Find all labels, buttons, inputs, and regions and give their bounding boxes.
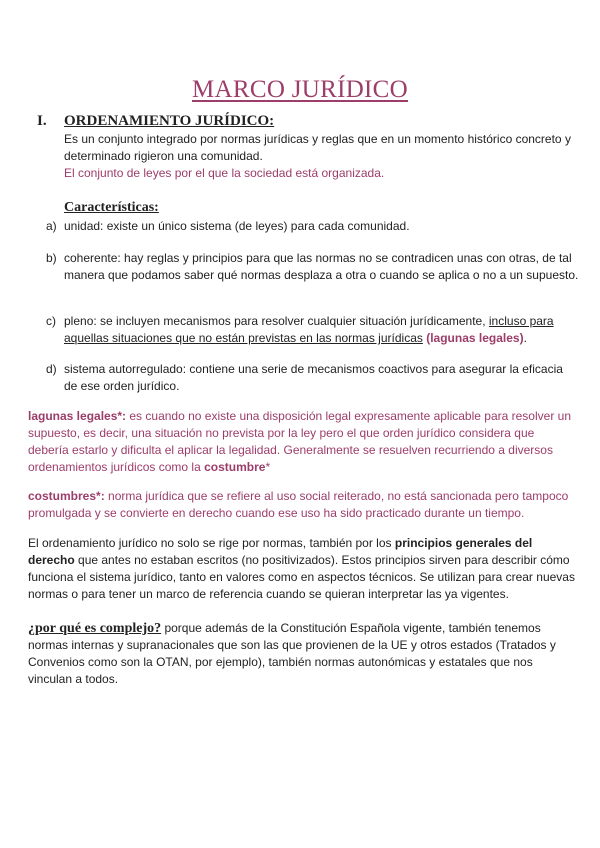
list-text-start: pleno: se incluyen mecanismos para resolver cualquier situación jurídicamente, <box>64 314 489 328</box>
lagunas-tail: * <box>265 460 271 474</box>
section-number: I. <box>37 113 47 129</box>
complex-question: ¿por qué es complejo? <box>28 621 162 636</box>
lagunas-note <box>28 408 576 476</box>
characteristics-heading: Características: <box>64 200 159 215</box>
lagunas-term: lagunas legales*: <box>28 409 127 423</box>
definition-block <box>64 131 584 182</box>
principles-paragraph <box>28 535 576 603</box>
costumbres-text: norma jurídica que se refiere al uso social reiterado, no está sancionada pero tampoco promulgada y se convierte en derecho cuando ese uso ha sido practicado durante un tiempo. <box>28 489 569 520</box>
list-text: coherente: hay reglas y principios para que las normas no se contradicen unas con otras, de tal manera que podamos saber qué normas desplaza a otra o cuando se aplica o no a un supuesto. <box>64 251 579 282</box>
list-text-end: . <box>523 331 527 345</box>
lagunas-reference: (lagunas legales) <box>422 331 524 345</box>
list-label: d) <box>46 362 57 376</box>
list-label: a) <box>46 219 57 233</box>
list-label: b) <box>46 251 57 265</box>
list-text: unidad: existe un único sistema (de leyes) para cada comunidad. <box>64 219 410 233</box>
list-text <box>64 313 579 347</box>
list-text-underlined: incluso para aquellas situaciones que no están previstas en las normas jurídicas <box>64 314 554 345</box>
costumbres-term: costumbres*: <box>28 489 105 503</box>
costumbre-term: costumbre <box>204 460 266 474</box>
definition-note: El conjunto de leyes por el que la sociedad está organizada. <box>64 166 385 180</box>
list-text: sistema autorregulado: contiene una serie de mecanismos coactivos para asegurar la eficacia de ese orden jurídico. <box>64 362 563 393</box>
complex-text: porque además de la Constitución Española vigente, también tenemos normas internas y supranacionales que son las que provienen de la UE y otros estados (Tratados y Convenios como son la OTAN, por ejemplo), también normas autonómicas y estatales que nos vinculan a todos. <box>28 621 556 686</box>
lagunas-text: es cuando no existe una disposición legal expresamente aplicable para resolver un supuesto, es decir, una situación no prevista por la ley pero el que orden jurídico considera que debería estarlo y dificulta el aplicar la legalidad. Generalmente se resuelven recurriendo a diversos ordenamientos jurídicos como la <box>28 409 571 474</box>
principles-start: El ordenamiento jurídico no solo se rige por normas, también por los <box>28 536 395 550</box>
definition-text: Es un conjunto integrado por normas jurídicas y reglas que en un momento histórico concreto y determinado rigieron una comunidad. <box>64 132 571 163</box>
page-title: MARCO JURÍDICO <box>191 76 409 103</box>
principles-end: que antes no estaban escritos (no positivizados). Estos principios sirven para describir cómo funciona el sistema jurídico, tanto en valores como en aspectos técnicos. Se utilizan para crear nuevas normas o para tener un marco de referencia cuando se quieran interpretar las ya vigentes. <box>28 553 575 601</box>
section-heading: ORDENAMIENTO JURÍDICO: <box>64 113 275 129</box>
costumbres-note <box>28 488 576 522</box>
list-label: c) <box>46 314 56 328</box>
complex-paragraph <box>28 620 576 688</box>
principles-bold: principios generales del derecho <box>28 536 533 567</box>
